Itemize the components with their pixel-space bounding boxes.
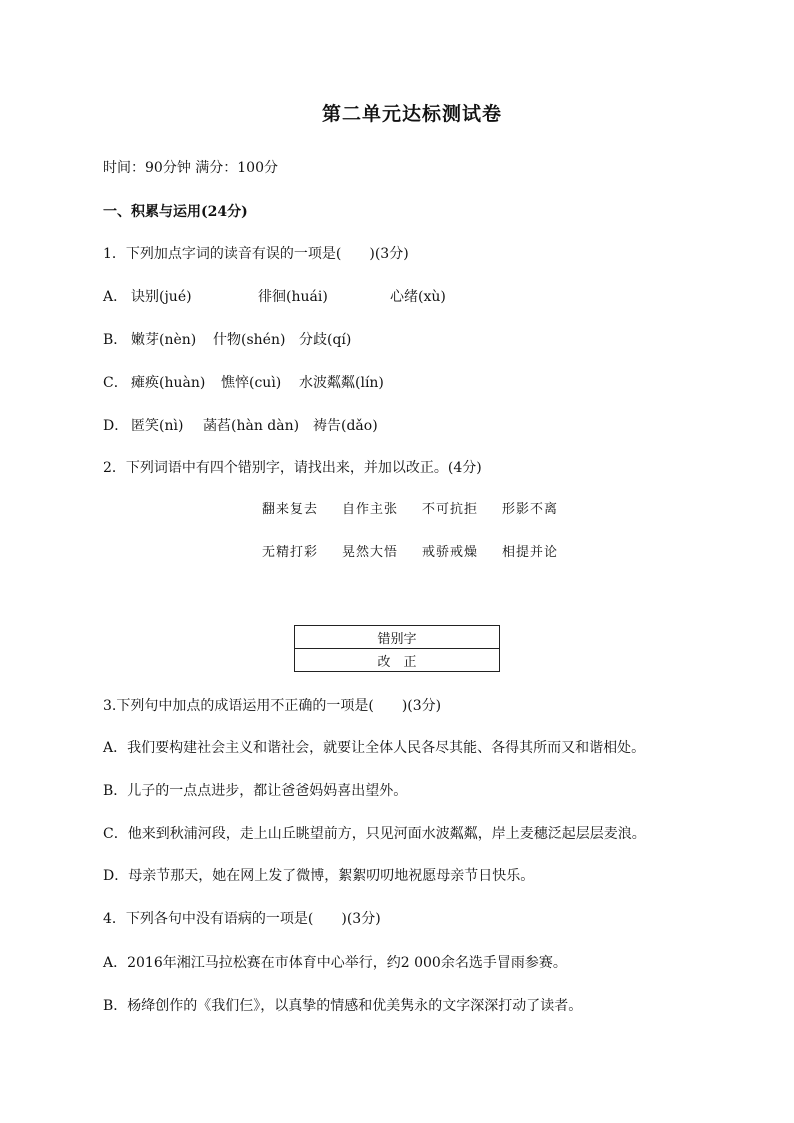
option-item: 诀别(jué)	[131, 289, 192, 305]
option-item: 嫩芽(nèn)	[131, 332, 197, 348]
word-item: 无精打彩	[262, 545, 319, 560]
question-1-stem: 1．下列加点字词的读音有误的一项是( )(3分)	[103, 246, 409, 262]
word-item: 相提并论	[502, 545, 559, 560]
word-item: 戒骄戒燥	[422, 545, 479, 560]
page-title: 第二单元达标测试卷	[322, 103, 503, 125]
question-2-stem: 2．下列词语中有四个错别字，请找出来，并加以改正。(4分)	[103, 460, 482, 476]
table-cell-correction: 改 正	[295, 649, 500, 672]
word-row-2	[262, 543, 558, 563]
option-item: 水波粼粼(lín)	[299, 375, 384, 391]
option-item: 瘫痪(huàn)	[131, 375, 206, 391]
q1-option-d	[103, 416, 378, 436]
table-cell-wrong-chars: 错别字	[295, 626, 500, 649]
option-item: 祷告(dǎo)	[313, 418, 378, 434]
q1-option-c	[103, 373, 384, 393]
option-item: 匿笑(nì)	[131, 418, 184, 434]
word-item: 自作主张	[342, 502, 399, 517]
q4-option-a: A．2016年湘江马拉松赛在市体育中心举行，约2 000余名选手冒雨参赛。	[103, 955, 567, 971]
word-item: 形影不离	[502, 502, 559, 517]
word-row-1	[262, 500, 558, 520]
option-letter: D．	[103, 418, 129, 434]
q3-option-c: C．他来到秋浦河段，走上山丘眺望前方，只见河面水波粼粼，岸上麦穗泛起层层麦浪。	[103, 826, 646, 842]
option-item: 菡萏(hàn dàn)	[203, 418, 300, 434]
q3-option-a: A．我们要构建社会主义和谐社会，就要让全体人民各尽其能、各得其所而又和谐相处。	[103, 740, 646, 756]
word-item: 不可抗拒	[422, 502, 479, 517]
option-item: 徘徊(huái)	[258, 289, 328, 305]
table-row	[295, 649, 500, 672]
q3-option-d: D．母亲节那天，她在网上发了微博，絮絮叨叨地祝愿母亲节日快乐。	[103, 868, 535, 884]
question-3-stem: 3.下列句中加点的成语运用不正确的一项是( )(3分)	[103, 698, 442, 714]
option-item: 分歧(qí)	[299, 332, 352, 348]
q1-option-a	[103, 287, 446, 307]
option-letter: C．	[103, 375, 128, 391]
option-letter: A．	[103, 289, 128, 305]
option-letter: B．	[103, 332, 128, 348]
section-heading: 一、积累与运用(24分)	[103, 204, 248, 220]
word-item: 晃然大悟	[342, 545, 399, 560]
exam-meta: 时间：90分钟 满分：100分	[103, 160, 278, 176]
q3-option-b: B．儿子的一点点进步，都让爸爸妈妈喜出望外。	[103, 783, 408, 799]
correction-table	[294, 625, 500, 672]
q1-option-b	[103, 330, 352, 350]
option-item: 什物(shén)	[213, 332, 286, 348]
table-row	[295, 626, 500, 649]
word-item: 翻来复去	[262, 502, 319, 517]
q4-option-b: B．杨绛创作的《我们仨》，以真挚的情感和优美隽永的文字深深打动了读者。	[103, 998, 583, 1014]
option-item: 憔悴(cuì)	[221, 375, 282, 391]
question-4-stem: 4．下列各句中没有语病的一项是( )(3分)	[103, 911, 381, 927]
option-item: 心绪(xù)	[390, 289, 446, 305]
